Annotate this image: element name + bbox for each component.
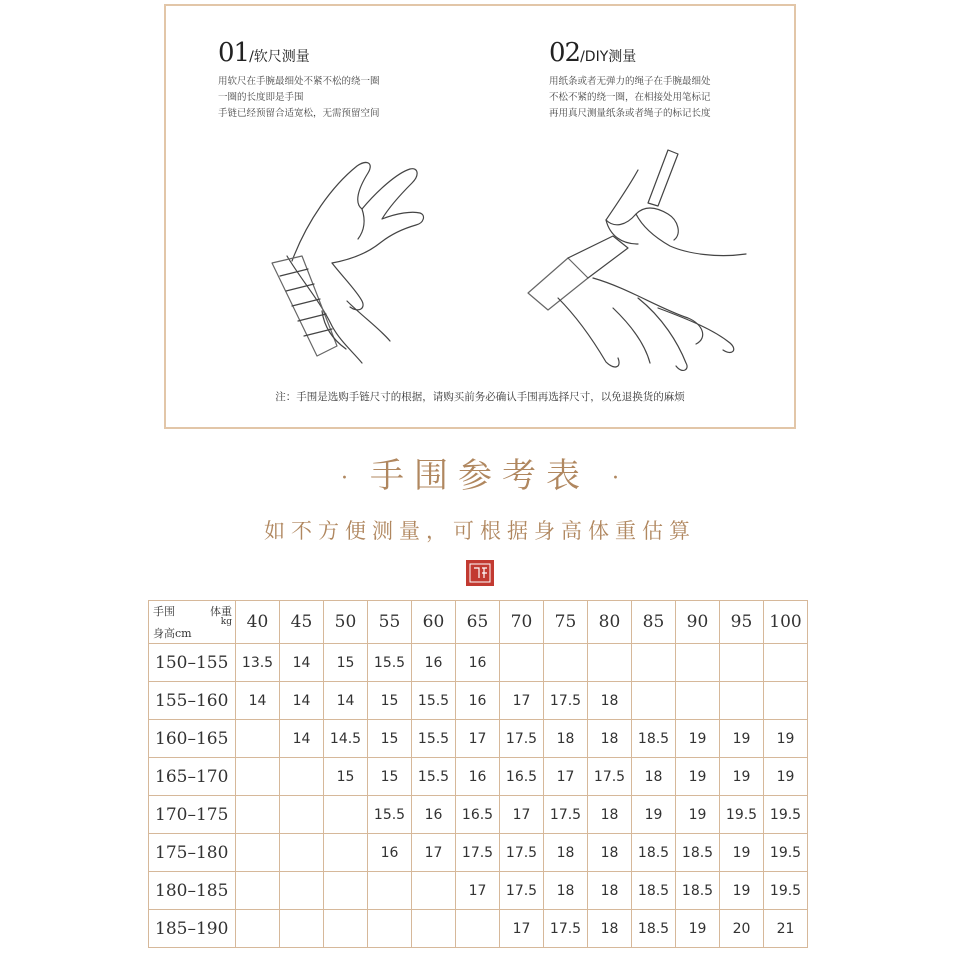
wrist-size-cell: 17 — [544, 758, 588, 796]
wrist-size-cell: 18 — [588, 796, 632, 834]
wrist-size-cell: 14 — [236, 682, 280, 720]
corner-height-label: 身高cm — [153, 627, 192, 640]
wrist-size-cell — [324, 834, 368, 872]
reference-title — [0, 448, 960, 497]
wrist-size-cell: 19 — [764, 720, 808, 758]
wrist-size-cell — [676, 682, 720, 720]
wrist-size-cell: 16 — [412, 796, 456, 834]
weight-column-header: 70 — [500, 601, 544, 644]
wrist-size-cell: 14 — [324, 682, 368, 720]
table-corner-cell — [149, 601, 236, 644]
table-row — [149, 758, 808, 796]
wrist-size-cell: 18 — [588, 834, 632, 872]
weight-column-header: 100 — [764, 601, 808, 644]
wrist-size-cell: 17 — [500, 796, 544, 834]
wrist-size-cell — [324, 910, 368, 948]
wrist-size-cell: 19 — [676, 910, 720, 948]
wrist-size-cell — [280, 910, 324, 948]
wrist-size-cell — [412, 910, 456, 948]
wrist-size-cell: 19.5 — [720, 796, 764, 834]
wrist-size-cell: 17 — [456, 872, 500, 910]
method-1-line: 一圈的长度即是手围 — [218, 92, 304, 103]
wrist-size-cell: 19 — [676, 796, 720, 834]
wrist-size-cell: 17.5 — [500, 720, 544, 758]
wrist-size-cell — [236, 872, 280, 910]
wrist-size-cell — [456, 910, 500, 948]
wrist-size-cell: 15 — [324, 644, 368, 682]
method-2-line: 不松不紧的绕一圈，在相接处用笔标记 — [549, 92, 711, 103]
wrist-size-cell: 18.5 — [632, 872, 676, 910]
wrist-size-cell — [544, 644, 588, 682]
table-header-row — [149, 601, 808, 644]
wrist-size-cell: 17.5 — [544, 910, 588, 948]
measurement-note: 注：手围是选购手链尺寸的根据，请购买前务必确认手围再选择尺寸，以免退换货的麻烦 — [275, 391, 685, 403]
weight-column-header: 40 — [236, 601, 280, 644]
wrist-size-cell: 19 — [720, 872, 764, 910]
wrist-size-cell — [500, 644, 544, 682]
wrist-size-cell: 14 — [280, 682, 324, 720]
height-range-cell: 155–160 — [149, 682, 236, 720]
method-1-description — [218, 74, 380, 122]
corner-weight-unit: kg — [220, 617, 232, 627]
method-1-line: 手链已经预留合适宽松，无需预留空间 — [218, 108, 380, 119]
wrist-size-cell: 17 — [412, 834, 456, 872]
wrist-size-cell: 17 — [500, 910, 544, 948]
wrist-size-cell: 21 — [764, 910, 808, 948]
hand-soft-ruler-illustration — [262, 151, 482, 376]
wrist-size-cell: 18 — [544, 834, 588, 872]
method-soft-ruler — [218, 38, 380, 122]
table-row — [149, 834, 808, 872]
corner-wrist-label: 手围 — [153, 605, 175, 618]
wrist-size-cell: 18 — [544, 720, 588, 758]
wrist-size-cell: 18 — [632, 758, 676, 796]
reference-title-text: 手围参考表 — [370, 456, 590, 496]
wrist-size-cell: 16.5 — [500, 758, 544, 796]
title-dot-right: · — [612, 465, 619, 491]
wrist-size-cell: 19 — [632, 796, 676, 834]
weight-column-header: 65 — [456, 601, 500, 644]
wrist-size-cell — [720, 682, 764, 720]
method-2-heading — [549, 38, 711, 68]
wrist-size-cell — [764, 682, 808, 720]
weight-column-header: 50 — [324, 601, 368, 644]
hand-diy-strip-illustration — [518, 148, 758, 378]
wrist-size-cell — [764, 644, 808, 682]
wrist-size-cell — [632, 682, 676, 720]
seal-stamp-icon — [466, 560, 494, 586]
wrist-size-cell: 17 — [456, 720, 500, 758]
wrist-size-cell: 15.5 — [412, 682, 456, 720]
wrist-size-cell: 16.5 — [456, 796, 500, 834]
table-row — [149, 682, 808, 720]
wrist-size-cell: 19.5 — [764, 834, 808, 872]
method-1-line: 用软尺在手腕最细处不紧不松的绕一圈 — [218, 76, 380, 87]
wrist-size-cell: 19.5 — [764, 796, 808, 834]
wrist-size-cell: 18 — [588, 682, 632, 720]
wrist-size-cell: 16 — [412, 644, 456, 682]
wrist-size-cell: 15 — [368, 758, 412, 796]
wrist-size-cell: 15.5 — [368, 796, 412, 834]
corner-weight-label: 体重 — [210, 605, 232, 618]
wrist-size-cell: 15.5 — [412, 758, 456, 796]
wrist-size-cell: 13.5 — [236, 644, 280, 682]
height-range-cell: 150–155 — [149, 644, 236, 682]
wrist-size-cell: 15 — [324, 758, 368, 796]
wrist-size-cell — [324, 796, 368, 834]
seal-glyph — [468, 562, 492, 584]
wrist-size-cell — [368, 910, 412, 948]
weight-column-header: 55 — [368, 601, 412, 644]
wrist-size-cell: 16 — [368, 834, 412, 872]
wrist-size-cell: 16 — [456, 758, 500, 796]
wrist-size-cell — [236, 910, 280, 948]
wrist-size-cell: 17.5 — [544, 796, 588, 834]
wrist-size-cell: 15.5 — [368, 644, 412, 682]
weight-column-header: 60 — [412, 601, 456, 644]
wrist-size-cell: 17.5 — [500, 872, 544, 910]
wrist-size-cell: 19 — [676, 720, 720, 758]
wrist-size-cell: 18 — [588, 872, 632, 910]
wrist-size-cell — [412, 872, 456, 910]
table-row — [149, 644, 808, 682]
wrist-size-cell: 17.5 — [544, 682, 588, 720]
table-row — [149, 796, 808, 834]
wrist-size-cell: 18.5 — [632, 720, 676, 758]
method-1-heading — [218, 38, 380, 68]
wrist-size-cell — [720, 644, 764, 682]
wrist-size-cell — [236, 796, 280, 834]
method-diy — [549, 38, 711, 122]
height-range-cell: 170–175 — [149, 796, 236, 834]
wrist-size-cell: 17.5 — [500, 834, 544, 872]
wrist-size-cell: 15.5 — [412, 720, 456, 758]
weight-column-header: 90 — [676, 601, 720, 644]
wrist-size-cell — [368, 872, 412, 910]
height-range-cell: 185–190 — [149, 910, 236, 948]
weight-column-header: 80 — [588, 601, 632, 644]
wrist-size-cell — [236, 834, 280, 872]
table-row — [149, 872, 808, 910]
wrist-size-cell: 14 — [280, 644, 324, 682]
wrist-size-cell: 18 — [544, 872, 588, 910]
wrist-size-cell: 17 — [500, 682, 544, 720]
wrist-size-cell: 16 — [456, 682, 500, 720]
wrist-size-cell: 19 — [720, 834, 764, 872]
wrist-size-cell: 14.5 — [324, 720, 368, 758]
wrist-size-cell — [588, 644, 632, 682]
weight-column-header: 45 — [280, 601, 324, 644]
method-2-description — [549, 74, 711, 122]
wrist-size-cell: 15 — [368, 720, 412, 758]
wrist-size-cell — [280, 834, 324, 872]
table-row — [149, 910, 808, 948]
wrist-size-cell — [280, 796, 324, 834]
wrist-size-cell — [236, 720, 280, 758]
wrist-size-cell: 17.5 — [588, 758, 632, 796]
wrist-size-cell — [280, 758, 324, 796]
wrist-size-cell: 19.5 — [764, 872, 808, 910]
wrist-size-cell: 18 — [588, 910, 632, 948]
wrist-size-cell: 19 — [764, 758, 808, 796]
wrist-size-cell — [676, 644, 720, 682]
wrist-size-cell: 14 — [280, 720, 324, 758]
wrist-size-cell: 18.5 — [676, 834, 720, 872]
table-row — [149, 720, 808, 758]
wrist-size-cell: 17.5 — [456, 834, 500, 872]
wrist-size-cell — [632, 644, 676, 682]
method-1-title: /软尺测量 — [249, 49, 310, 65]
method-1-number: 01 — [218, 38, 250, 68]
wrist-size-cell: 16 — [456, 644, 500, 682]
method-2-line: 再用真尺测量纸条或者绳子的标记长度 — [549, 108, 711, 119]
weight-column-header: 95 — [720, 601, 764, 644]
measurement-guide — [164, 4, 796, 429]
method-2-title: /DIY测量 — [580, 49, 637, 65]
wrist-size-cell — [280, 872, 324, 910]
method-2-line: 用纸条或者无弹力的绳子在手腕最细处 — [549, 76, 711, 87]
wrist-size-cell: 19 — [676, 758, 720, 796]
title-dot-left: · — [341, 465, 348, 491]
method-2-number: 02 — [549, 38, 581, 68]
weight-column-header: 85 — [632, 601, 676, 644]
wrist-size-table — [148, 600, 808, 948]
wrist-size-cell — [236, 758, 280, 796]
height-range-cell: 165–170 — [149, 758, 236, 796]
height-range-cell: 160–165 — [149, 720, 236, 758]
wrist-size-cell: 18 — [588, 720, 632, 758]
wrist-size-cell: 18.5 — [676, 872, 720, 910]
wrist-size-cell — [324, 872, 368, 910]
reference-subtitle: 如不方便测量，可根据身高体重估算 — [264, 519, 696, 543]
wrist-size-cell: 20 — [720, 910, 764, 948]
weight-column-header: 75 — [544, 601, 588, 644]
height-range-cell: 175–180 — [149, 834, 236, 872]
height-range-cell: 180–185 — [149, 872, 236, 910]
wrist-size-cell: 15 — [368, 682, 412, 720]
wrist-size-cell: 18.5 — [632, 834, 676, 872]
wrist-size-cell: 18.5 — [632, 910, 676, 948]
wrist-size-cell: 19 — [720, 720, 764, 758]
wrist-size-cell: 19 — [720, 758, 764, 796]
